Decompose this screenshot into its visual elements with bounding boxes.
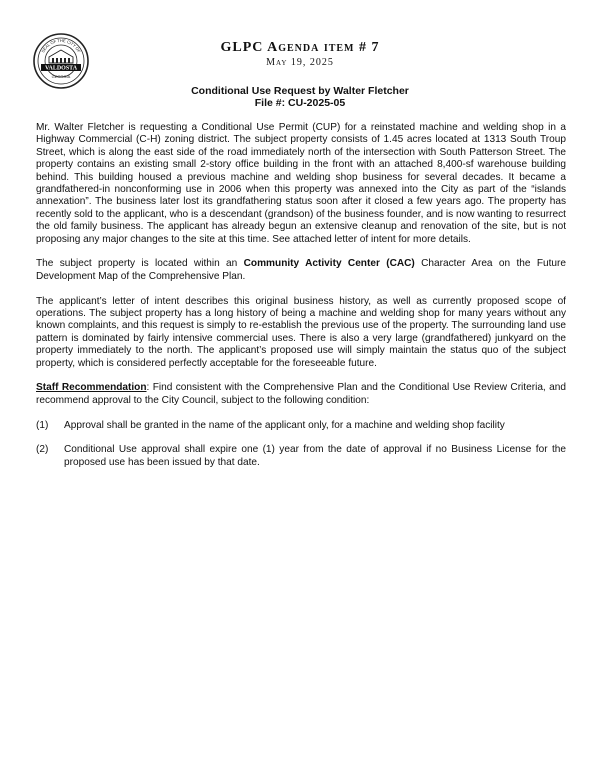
paragraph-request-summary: Mr. Walter Fletcher is requesting a Conditional Use Permit (CUP) for a reinstated machine and welding shop in a Highway Commercial (C-H) zoning district. The subject property consists of 1.45 acres located at 1313 South Troup Street, which is along the east side of the road immediately north of the intersection with South Patterson Street. The property contains an existing small 2-story office building in the front with an attached 8,400-sf warehouse building behind. This building housed a previous machine and welding shop business for several decades. It became a grandfathered-in nonconforming use in 2006 when this property was annexed into the City as part of the “islands annexation”. The business later lost its grandfathering status soon after it closed a few years ago. The property has recently sold to the applicant, who is a descendant (grandson) of the business founder, and is now wanting to resurrect the old family business. The applicant has already begun an extensive cleanup and renovation of the site, but is not proposing any major changes to the site at this time. See attached letter of intent for more details. bbox=[36, 122, 566, 245]
p2-text-pre: The subject property is located within an bbox=[36, 258, 244, 270]
condition-text: Conditional Use approval shall expire one (1) year from the date of approval if no Business License for the proposed use has been issued by that date. bbox=[64, 444, 566, 468]
condition-text: Approval shall be granted in the name of the applicant only, for a machine and welding shop facility bbox=[64, 419, 505, 431]
paragraph-analysis: The applicant’s letter of intent describes this original business history, as well as currently proposed scope of operations. The subject property has a long history of being a machine and welding shop for many years without any known complaints, and this request is simply to re-establish the previous use of the property. The surrounding land use pattern is dominated by fairly intensive commercial uses. There is also a very large (grandfathered) junkyard on the property immediately to the north. The applicant’s proposed use will simply maintain the status quo of the subject property, which is considered perfectly acceptable for the foreseeable future. bbox=[36, 295, 566, 369]
request-title: Conditional Use Request by Walter Fletcher bbox=[191, 85, 409, 97]
p2-text-post: Character Area on the Future Development Map of the Comprehensive Plan. bbox=[36, 258, 566, 282]
condition-number: (2) bbox=[36, 444, 49, 456]
seal-band-text: VALDOSTA bbox=[44, 65, 78, 72]
request-heading bbox=[0, 85, 600, 109]
seal-top-text: SEAL OF THE CITY OF bbox=[40, 37, 82, 54]
condition-item bbox=[36, 420, 566, 432]
paragraph-staff-recommendation bbox=[36, 382, 566, 407]
condition-number: (1) bbox=[36, 419, 49, 431]
seal-bottom-text: GEORGIA bbox=[51, 74, 71, 79]
agenda-item-title: GLPC Agenda item # 7 bbox=[220, 40, 380, 55]
staff-recommendation-text: : Find consistent with the Comprehensive Plan and the Conditional Use Review Criteria, and recommend approval to the City Council, subject to the following condition: bbox=[36, 382, 566, 406]
staff-recommendation-label: Staff Recommendation bbox=[36, 382, 147, 394]
character-area-name: Community Activity Center (CAC) bbox=[243, 258, 415, 270]
paragraph-character-area bbox=[36, 258, 566, 283]
report-body bbox=[36, 122, 566, 482]
meeting-date: May 19, 2025 bbox=[266, 57, 334, 68]
condition-item bbox=[36, 444, 566, 469]
file-number: File #: CU-2025-05 bbox=[254, 97, 346, 109]
